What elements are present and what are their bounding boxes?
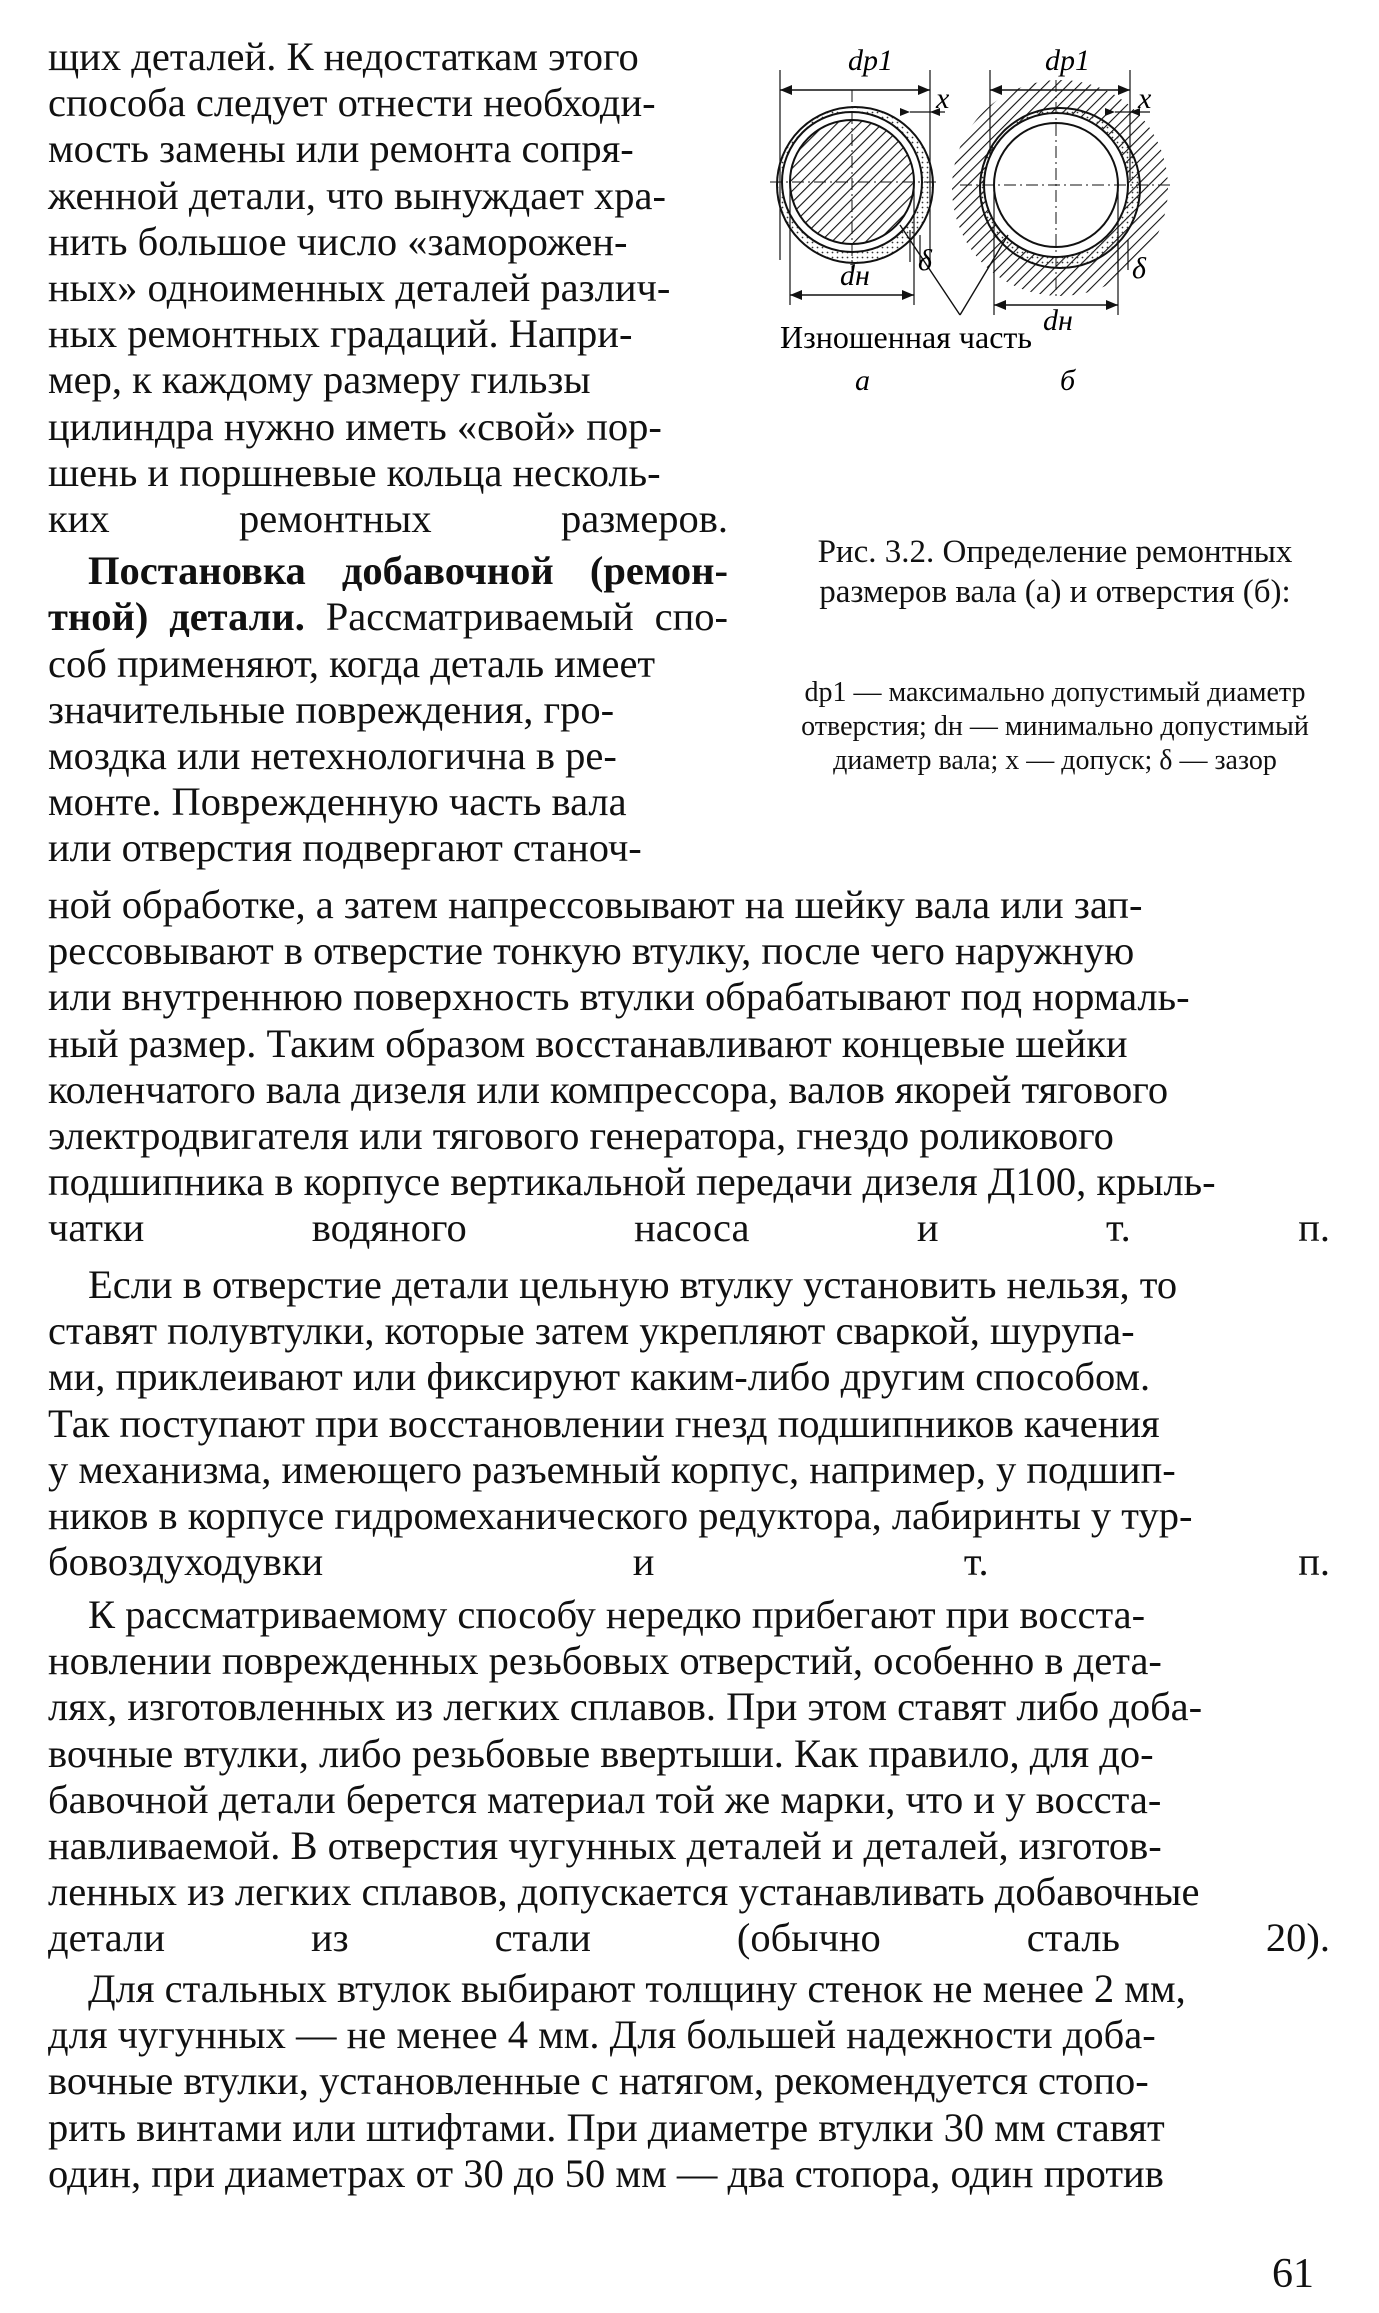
text-line: нить большое число «заморожен- [48, 218, 628, 264]
text-line: вочные втулки, установленные с натягом, рекомендуется стопо- [48, 2058, 1149, 2104]
text-line: соб применяют, когда деталь имеет [48, 640, 656, 686]
text-line: ников в корпусе гидромеханического редуктора, лабиринты у тур- [48, 1493, 1193, 1539]
figure-caption: Рис. 3.2. Определение ремонтных размеров вала (а) и отверстия (б): [817, 534, 1293, 610]
text-line: вочные втулки, либо резьбовые ввертыши. Как правило, для до- [48, 1730, 1154, 1776]
text-line: ставят полувтулки, которые затем укрепляют сваркой, шурупа- [48, 1308, 1135, 1354]
text-line: значительные повреждения, гро- [48, 686, 615, 732]
label-dp1-b: dp1 [1045, 44, 1090, 77]
text-line: чатки водяного насоса и т. п. [48, 1205, 1330, 1251]
label-x-a: x [936, 82, 950, 115]
text-line: Для стальных втулок выбирают толщину стенок не менее 2 мм, [88, 1966, 1186, 2011]
text-line: мер, к каждому размеру гильзы [48, 357, 591, 403]
paragraph-3 [48, 1966, 1330, 2197]
text-line: у механизма, имеющего разъемный корпус, например, у подшип- [48, 1446, 1176, 1492]
text-line: шень и поршневые кольца несколь- [48, 449, 661, 495]
label-x-b: x [1138, 82, 1152, 115]
text-line: Если в отверстие детали цельную втулку установить нельзя, то [88, 1262, 1178, 1307]
text-line: ких ремонтных размеров. [48, 496, 728, 542]
text-line: К рассматриваемому способу нередко прибегают при восста- [88, 1592, 1146, 1637]
text-line: тной) детали. Рассматриваемый спо- [48, 594, 728, 640]
paragraph-1 [48, 1262, 1330, 1585]
text-line: бовоздуходувки и т. п. [48, 1539, 1330, 1585]
text-line: рить винтами или штифтами. При диаметре втулки 30 мм ставят [48, 2104, 1165, 2150]
text-line: способа следует отнести необходи- [48, 80, 656, 126]
paragraph-2 [48, 1592, 1330, 1962]
text-line: Так поступают при восстановлении гнезд подшипников качения [48, 1400, 1160, 1446]
label-dn-b: dн [1043, 304, 1073, 337]
label-sub-a: а [855, 364, 870, 397]
text-line: или внутреннюю поверхность втулки обрабатывают под нормаль- [48, 974, 1190, 1020]
text-line: цилиндра нужно иметь «свой» пор- [48, 403, 662, 449]
figure-legend: dp1 — максимально допустимый диаметр отверстия; dн — минимально допустимый диаметр вала; x — допуск; δ — зазор [801, 677, 1309, 776]
text-line: подшипника в корпусе вертикальной передачи дизеля Д100, крыль- [48, 1159, 1216, 1205]
page-number: 61 [1272, 2251, 1314, 2297]
text-line: ный размер. Таким образом восстанавливают концевые шейки [48, 1020, 1128, 1066]
text-line: один, при диаметрах от 30 до 50 мм — два стопора, один против [48, 2150, 1164, 2196]
full-width-block-1 [48, 882, 1330, 1252]
label-dn-a: dн [840, 259, 870, 292]
text-line: или отверстия подвергают станоч- [48, 825, 642, 871]
text-line: монте. Поврежденную часть вала [48, 779, 627, 825]
text-line: ной обработке, а затем напрессовывают на шейку вала или зап- [48, 882, 1143, 927]
text-line: бавочной детали берется материал той же марки, что и у восста- [48, 1776, 1162, 1822]
left-column [48, 34, 728, 872]
section-heading: Постановка добавочной (ремон- [88, 548, 728, 594]
text-line: навливаемой. В отверстия чугунных деталей и деталей, изготов- [48, 1823, 1162, 1869]
text-line: мость замены или ремонта сопря- [48, 126, 634, 172]
text-line: ных ремонтных градаций. Напри- [48, 311, 633, 357]
text-line: лях, изготовленных из легких сплавов. При этом ставят либо доба- [48, 1684, 1203, 1730]
text-line: коленчатого вала дизеля или компрессора, валов якорей тягового [48, 1066, 1169, 1112]
label-sub-b: б [1060, 364, 1076, 397]
text-line: для чугунных — не менее 4 мм. Для большей надежности доба- [48, 2012, 1156, 2058]
text-line: женной детали, что вынуждает хра- [48, 172, 667, 218]
text-line: детали из стали (обычно сталь 20). [48, 1915, 1330, 1961]
text-line: ных» одноименных деталей различ- [48, 265, 671, 311]
text-line: новлении поврежденных резьбовых отверстий, особенно в дета- [48, 1638, 1162, 1684]
label-delta-b: δ [1132, 252, 1146, 285]
text-line: моздка или нетехнологична в ре- [48, 733, 617, 779]
label-worn-part: Изношенная часть [780, 319, 1032, 355]
figure-3-2 [760, 30, 1350, 530]
text-line: щих деталей. К недостаткам этого [48, 34, 639, 79]
label-delta-a: δ [918, 244, 932, 277]
section-heading-end: тной) детали. [48, 594, 305, 640]
text-line: ленных из легких сплавов, допускается устанавливать добавочные [48, 1869, 1200, 1915]
label-dp1-a: dp1 [848, 44, 893, 77]
text-line: ми, приклеивают или фиксируют каким-либо другим способом. [48, 1354, 1151, 1400]
text-line: электродвигателя или тягового генератора, гнездо роликового [48, 1113, 1114, 1159]
text-line: рессовывают в отверстие тонкую втулку, после чего наружную [48, 928, 1135, 974]
